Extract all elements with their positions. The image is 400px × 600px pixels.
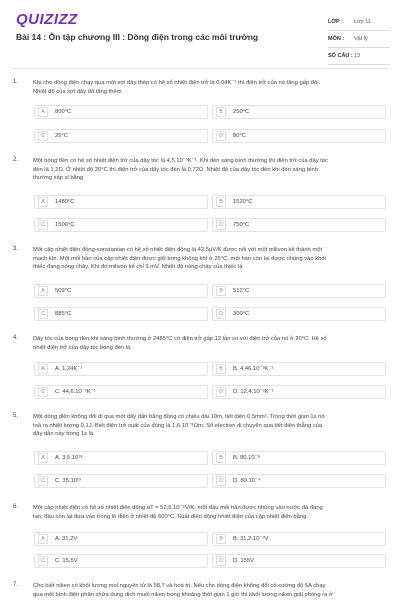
- option-text: 885°C: [55, 311, 72, 317]
- option-a[interactable]: [34, 284, 208, 298]
- meta-value: Lớp 11: [354, 19, 371, 25]
- option-b[interactable]: [212, 105, 386, 119]
- option-a[interactable]: [34, 362, 208, 376]
- meta-value: 13: [354, 53, 361, 59]
- question-line: Một cặp nhiệt điện đồng-constantan có hệ số nhiệt điện động là 42,5μV/K được nối với một milivon kế thành một: [33, 247, 323, 253]
- option-c[interactable]: [34, 474, 208, 488]
- question-line: thường xấp xỉ bằng: [33, 175, 84, 181]
- question-number: 2.: [13, 157, 19, 163]
- option-text: D. 155V: [233, 558, 254, 564]
- question-line: toả ra nhiệt lượng 0,1J. Biết điện trở suất của đồng là 1,6.10⁻⁸Ωm. Số electron di chuyển qua tiết diện thẳng của: [33, 422, 323, 429]
- option-b[interactable]: [212, 362, 386, 376]
- question-number: 4.: [13, 335, 19, 341]
- option-text: C. 35.10²³: [55, 478, 81, 484]
- option-letter: A: [38, 453, 48, 463]
- option-text: 25°C: [55, 133, 68, 139]
- option-text: 1480°C: [55, 199, 75, 205]
- option-c[interactable]: [34, 554, 208, 568]
- worksheet-meta: [328, 14, 390, 65]
- option-d[interactable]: [212, 218, 386, 232]
- question-line: Khi cho dòng điện chạy qua một sợi dây thép có hệ số nhiệt điện trở là 0,04K⁻¹ thì điện trở của nó tăng gấp đôi.: [33, 80, 321, 86]
- option-letter: D: [216, 309, 226, 319]
- option-letter: A: [38, 107, 48, 117]
- option-text: C. 15,5V: [55, 558, 78, 564]
- question-line: nhiệt điện trở của dây tóc bóng đèn là: [33, 344, 131, 351]
- option-c[interactable]: [34, 218, 208, 232]
- meta-count-row: [328, 48, 390, 65]
- option-c[interactable]: [34, 307, 208, 321]
- question-line: thiếc đang nóng chảy. Khi đó milivon kế chỉ 9 mV. Nhiệt độ nóng chảy của thiếc là: [33, 264, 243, 270]
- header-divider: [12, 68, 388, 69]
- option-d[interactable]: [212, 474, 386, 488]
- option-letter: A: [38, 534, 48, 544]
- option-text: 80°C: [233, 133, 246, 139]
- option-letter: D: [216, 387, 226, 397]
- question-number: 1.: [13, 79, 19, 85]
- option-text: A. 3,5.10¹⁸: [55, 455, 83, 461]
- option-text: A. 1,24K⁻¹: [55, 366, 83, 372]
- option-letter: D: [216, 131, 226, 141]
- question-line: Một dòng điện không đổi đi qua một dây dẫn bằng đồng có chiều dài 10m, tiết diện 0,5mm². Trong thời gian 1s nó: [33, 414, 325, 420]
- option-letter: B: [216, 197, 226, 207]
- option-a[interactable]: [34, 195, 208, 209]
- question-line: Một bóng đèn có hệ số nhiệt điện trở của dây tóc là 4,5.10⁻³K⁻¹. Khi đèn sáng bình thường thì điện trở của dây tóc: [33, 158, 329, 164]
- question-line: Một cặp nhiệt điện có hệ số nhiệt điện động αT = 52,6.10⁻⁶V/K, một đầu mối hàn được nhúng vào nước đá đang: [33, 505, 323, 511]
- option-text: D. 80.10⁻⁴: [233, 478, 261, 484]
- option-letter: B: [216, 364, 226, 374]
- option-letter: C: [38, 387, 48, 397]
- question-text: [33, 504, 385, 521]
- option-letter: A: [38, 197, 48, 207]
- option-letter: A: [38, 364, 48, 374]
- question-line: mạch kín. Một mối hàn của cặp nhiệt điện được giữ trong không khí ở 25°C, mối hàn còn lại được nhúng vào khối: [33, 255, 326, 262]
- option-letter: D: [216, 476, 226, 486]
- option-b[interactable]: [212, 284, 386, 298]
- option-a[interactable]: [34, 451, 208, 465]
- question-line: tan, đầu còn lại đưa vào trong lò điện ở nhiệt độ 600°C. Suất điện động nhiệt điện của cặp nhiệt điện bằng: [33, 513, 307, 520]
- option-text: 512°C: [233, 288, 250, 294]
- option-b[interactable]: [212, 195, 386, 209]
- option-b[interactable]: [212, 532, 386, 546]
- option-d[interactable]: [212, 129, 386, 143]
- meta-key: SỐ CÂU :: [328, 53, 353, 59]
- option-d[interactable]: [212, 554, 386, 568]
- option-text: 800°C: [55, 109, 72, 115]
- question-number: 6.: [13, 504, 19, 510]
- option-text: B. 31,2.10⁻³V: [233, 536, 269, 542]
- question-line: đèn là 1,2Ω. Ở nhiệt độ 20°C thì điện trở của dây tóc đèn là 0,72Ω. Nhiệt độ của dây tóc đèn khi đèn sáng bình: [33, 166, 318, 173]
- question-text: [33, 79, 385, 96]
- question-line: dây dẫn này trong 1s là: [33, 431, 94, 437]
- option-letter: D: [216, 220, 226, 230]
- meta-value: Vật lý: [354, 36, 368, 42]
- option-letter: B: [216, 286, 226, 296]
- option-text: A. 31,2V: [55, 536, 78, 542]
- question-number: 3.: [13, 246, 19, 252]
- option-c[interactable]: [34, 385, 208, 399]
- meta-key: MÔN :: [328, 36, 345, 42]
- option-b[interactable]: [212, 451, 386, 465]
- question-text: [33, 246, 385, 272]
- option-letter: B: [216, 453, 226, 463]
- meta-class-row: [328, 14, 390, 31]
- question-number: 5.: [13, 413, 19, 419]
- worksheet-header: [0, 0, 400, 70]
- option-letter: D: [216, 556, 226, 566]
- option-text: 300°C: [233, 311, 250, 317]
- option-d[interactable]: [212, 385, 386, 399]
- option-letter: C: [38, 309, 48, 319]
- question-line: Nhiệt độ của sợi dây đã tăng thêm: [33, 88, 122, 95]
- option-letter: C: [38, 220, 48, 230]
- option-text: B. 80.10⁻⁸: [233, 455, 261, 461]
- question-line: Cho biết niken có khối lượng mol nguyên tử là 58,7 và hoá trị. Nếu cho dòng điện không đổi có cường độ 5A chạy: [33, 583, 326, 589]
- question-text: [33, 582, 385, 599]
- option-text: B. 4,46.10⁻³K⁻¹: [233, 366, 274, 372]
- option-c[interactable]: [34, 129, 208, 143]
- option-a[interactable]: [34, 105, 208, 119]
- question-text: [33, 157, 385, 183]
- question-line: Dây tóc của bóng đèn khi sáng bình thường ở 2485°C có điện trở gấp 12 lần so với điện trở của nó ở 20°C. Hệ số: [33, 336, 327, 342]
- question-number: 7.: [13, 582, 19, 588]
- meta-key: LỚP :: [328, 19, 343, 25]
- option-text: 250°C: [233, 109, 250, 115]
- option-d[interactable]: [212, 307, 386, 321]
- meta-subject-row: [328, 31, 390, 48]
- question-text: [33, 335, 385, 352]
- option-letter: B: [216, 534, 226, 544]
- option-text: 509°C: [55, 288, 72, 294]
- option-text: 750°C: [233, 222, 250, 228]
- option-letter: C: [38, 476, 48, 486]
- quizizz-logo: QUIZIZZ: [16, 11, 78, 28]
- option-letter: B: [216, 107, 226, 117]
- worksheet-title: Bài 14 : Ôn tập chương III : Dòng điện trong các môi trường: [16, 32, 259, 42]
- option-letter: C: [38, 556, 48, 566]
- option-a[interactable]: [34, 532, 208, 546]
- question-line: qua một bình điện phân chứa dung dịch muối niken trong khoảng thời gian 1 giờ thì khối lượng niken giải phóng ra ở: [33, 591, 333, 598]
- option-text: 1500°C: [55, 222, 75, 228]
- option-letter: C: [38, 131, 48, 141]
- option-text: 1520°C: [233, 199, 253, 205]
- option-letter: A: [38, 286, 48, 296]
- option-text: D. 12,4.10⁻³K⁻¹: [233, 389, 274, 395]
- question-text: [33, 413, 385, 439]
- option-text: C. 44,6.10⁻³K⁻¹: [55, 389, 96, 395]
